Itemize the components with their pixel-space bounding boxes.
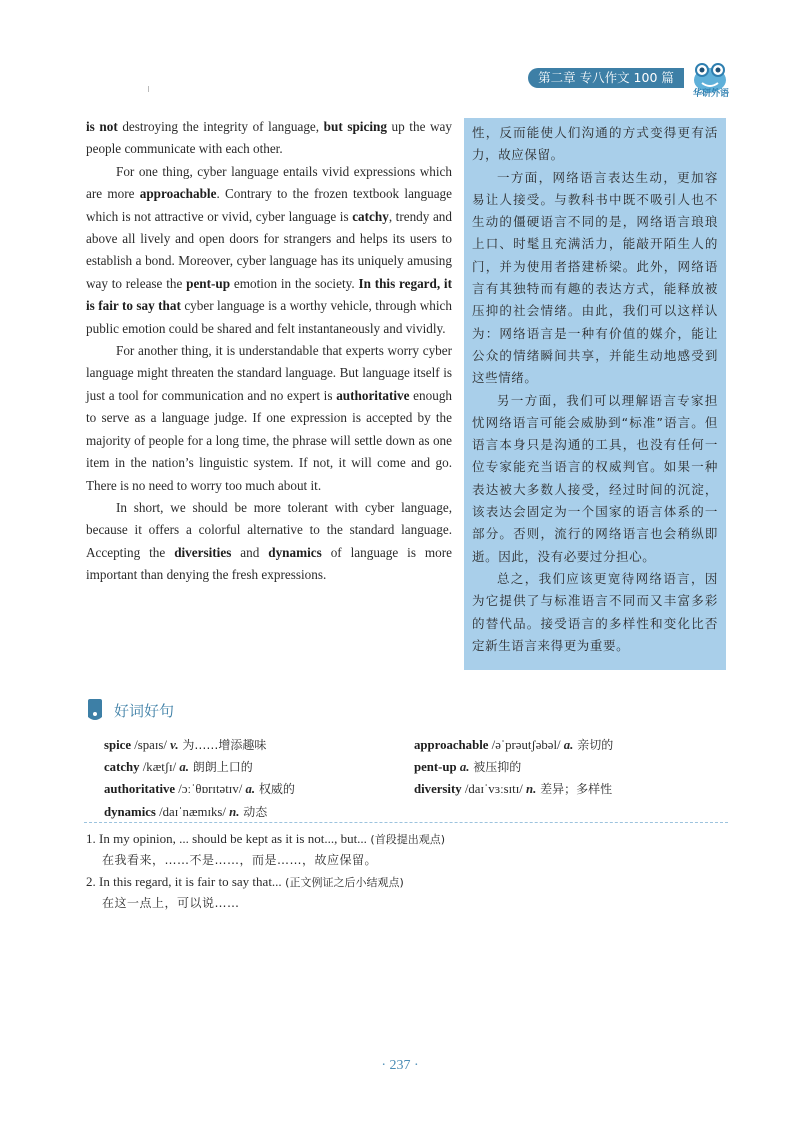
phrase-chinese: 在我看来，……不是……，而是……，故应保留。: [102, 853, 378, 867]
essay-text-run: emotion in the society.: [230, 275, 359, 291]
essay-text-run: For one thing, cyber language entails vivid expressions which are more: [86, 163, 452, 202]
translation-paragraph: 总之，我们应该更宽待网络语言，因为它提供了与标准语言不同而又丰富多彩的替代品。接受语言的多样性和变化比否定新生语言来得更为重要。: [472, 570, 718, 653]
vocab-word: diversity: [414, 782, 462, 797]
bookmark-icon: [86, 699, 104, 721]
vocab-part-of-speech: v.: [170, 738, 179, 752]
essay-text-run: cyber language is a worthy vehicle, through which public emotion could be shared and felt instantaneously and vividly.: [86, 298, 452, 336]
vocab-part-of-speech: n.: [526, 782, 537, 797]
highlighted-phrase: catchy: [352, 208, 389, 224]
essay-paragraph: [86, 161, 452, 340]
vocab-meaning: 被压抑的: [469, 760, 522, 775]
vocab-phonetic: /kætʃɪ/: [139, 760, 180, 775]
essay-paragraph: [86, 497, 452, 587]
translation-paragraph: 另一方面，我们可以理解语言专家担忧网络语言可能会威胁到“标准”语言。但语言本身只是沟通的工具，也没有任何一位专家能充当语言的权威判官。如果一种表达被大多数人接受，经过时间的沉淀，该表达会固定为一个国家的语言体系的一部分。否则，流行的网络语言也会稍纵即逝。因此，没有必要过分担心。: [472, 392, 718, 564]
vocab-word: pent-up: [414, 760, 457, 775]
vocab-part-of-speech: a.: [245, 782, 256, 797]
phrase-chinese: 在这一点上，可以说……: [102, 896, 240, 910]
essay-text-run: , trendy and above all lively and open doors for strangers and helps its users to establish a bond. Moreover, cyber language has its uniquely amusing way to release the: [86, 208, 452, 291]
vocab-meaning: 差异；多样性: [536, 782, 613, 797]
vocab-entry: [104, 734, 414, 756]
highlighted-phrase: pent-up: [186, 275, 231, 291]
vocab-entry: [414, 756, 724, 778]
essay-text-run: . Contrary to the frozen textbook language which is not attractive or vivid, cyber language is: [86, 186, 452, 224]
vocab-entry: [414, 734, 724, 756]
highlighted-phrase: but spicing: [323, 119, 387, 134]
vocab-part-of-speech: a.: [179, 760, 189, 775]
vocab-row: [104, 801, 724, 823]
vocab-entry: [104, 756, 414, 778]
phrase-english: [86, 828, 726, 850]
vocab-word: catchy: [104, 760, 140, 775]
vocab-row: [104, 734, 724, 756]
vocab-word: spice: [104, 738, 132, 752]
vocab-part-of-speech: a.: [563, 738, 574, 752]
vocab-entry: [414, 778, 724, 800]
essay-paragraph: [86, 116, 452, 161]
vocab-row: [104, 756, 724, 778]
phrase-english-text: 1. In my opinion, ... should be kept as it is not..., but...: [86, 831, 367, 846]
translation-paragraph: 一方面，网络语言表达生动，更加容易让人接受。与教科书中既不吸引人也不生动的僵硬语言不同的是，网络语言琅琅上口、时髦且充满活力，能敲开陌生人的门，并为使用者搭建桥梁。此外，网络语言有其独特而有趣的表达方式，能释放被压抑的社会情绪。由此，我们可以这样认为：网络语言是一种有价值的媒介，能让公众的情绪瞬间共享，并能生动地感受到这些情绪。: [472, 169, 718, 386]
phrase-item: [86, 828, 726, 871]
essay-paragraph: [86, 340, 452, 497]
page-number: · 237 ·: [381, 1058, 419, 1073]
essay-text-run: enough to serve as a language judge. If one expression is accepted by the majority of people for a long time, the phrase will settle down as one item in the nation’s linguistic system. If not, it will come and go. There is no need to worry too much about it.: [86, 387, 453, 493]
vocab-phonetic: /spaɪs/: [131, 738, 171, 752]
vocab-section-title: 好词好句: [114, 701, 175, 720]
page-mark: [148, 86, 149, 92]
essay-text-run: In short, we should be more tolerant with cyber language, because it offers a colorful alternative to the standard language. Accepting the: [86, 499, 452, 560]
vocab-word: approachable: [414, 738, 489, 752]
translation-box: [464, 118, 726, 670]
vocab-entry: [104, 778, 414, 800]
logo-text: 华研外语: [692, 89, 729, 99]
translation-paragraph: 性，反而能使人们沟通的方式变得更有活力，故应保留。: [472, 125, 718, 163]
highlighted-phrase: authoritative: [336, 387, 410, 403]
essay-text-run: destroying the integrity of language,: [117, 119, 324, 134]
highlighted-phrase: diversities: [174, 544, 232, 560]
vocab-meaning: 权威的: [255, 782, 295, 797]
dotted-divider: [84, 822, 728, 823]
vocab-meaning: 为……增添趣味: [178, 738, 267, 752]
phrase-note: (正文例证之后小结观点): [281, 876, 404, 889]
vocab-word: authoritative: [104, 782, 176, 797]
essay-text: [86, 116, 452, 587]
highlighted-phrase: is not: [86, 119, 118, 134]
vocab-entry: [104, 801, 430, 823]
vocab-section-header: [86, 698, 174, 722]
vocab-row: [104, 778, 724, 800]
vocab-list: [104, 734, 724, 823]
essay-text-run: For another thing, it is understandable that experts worry cyber language might threaten the standard language. But language itself is just a tool for communication and no expert is: [86, 343, 452, 403]
phrase-english-text: 2. In this regard, it is fair to say that...: [86, 874, 282, 889]
essay-text-run: up the way people communicate with each other.: [86, 119, 452, 157]
vocab-phonetic: /ɔːˈθɒrɪtətɪv/: [175, 782, 246, 797]
vocab-phonetic: /daɪˈnæmɪks/: [155, 804, 230, 819]
chapter-header: 第二章 专八作文 100 篇: [528, 68, 684, 88]
phrase-list: [86, 828, 726, 914]
vocab-meaning: 朗朗上口的: [188, 760, 253, 775]
vocab-meaning: 动态: [239, 804, 268, 819]
phrase-english: [86, 871, 726, 893]
vocab-part-of-speech: a.: [459, 760, 470, 775]
essay-text-run: of language is more important than denying the fresh expressions.: [86, 544, 452, 583]
vocab-meaning: 亲切的: [573, 738, 614, 752]
highlighted-phrase: approachable: [139, 186, 217, 202]
phrase-item: [86, 871, 726, 914]
vocab-phonetic: /daɪˈvɜːsɪtɪ/: [461, 782, 527, 797]
highlighted-phrase: In this regard, it is fair to say that: [86, 275, 452, 314]
vocab-part-of-speech: n.: [229, 804, 240, 819]
essay-text-run: and: [231, 544, 269, 560]
vocab-phonetic: /əˈprəutʃəbəl/: [488, 738, 564, 752]
vocab-word: dynamics: [104, 804, 156, 819]
phrase-note: (首段提出观点): [366, 833, 446, 846]
highlighted-phrase: dynamics: [268, 544, 322, 560]
